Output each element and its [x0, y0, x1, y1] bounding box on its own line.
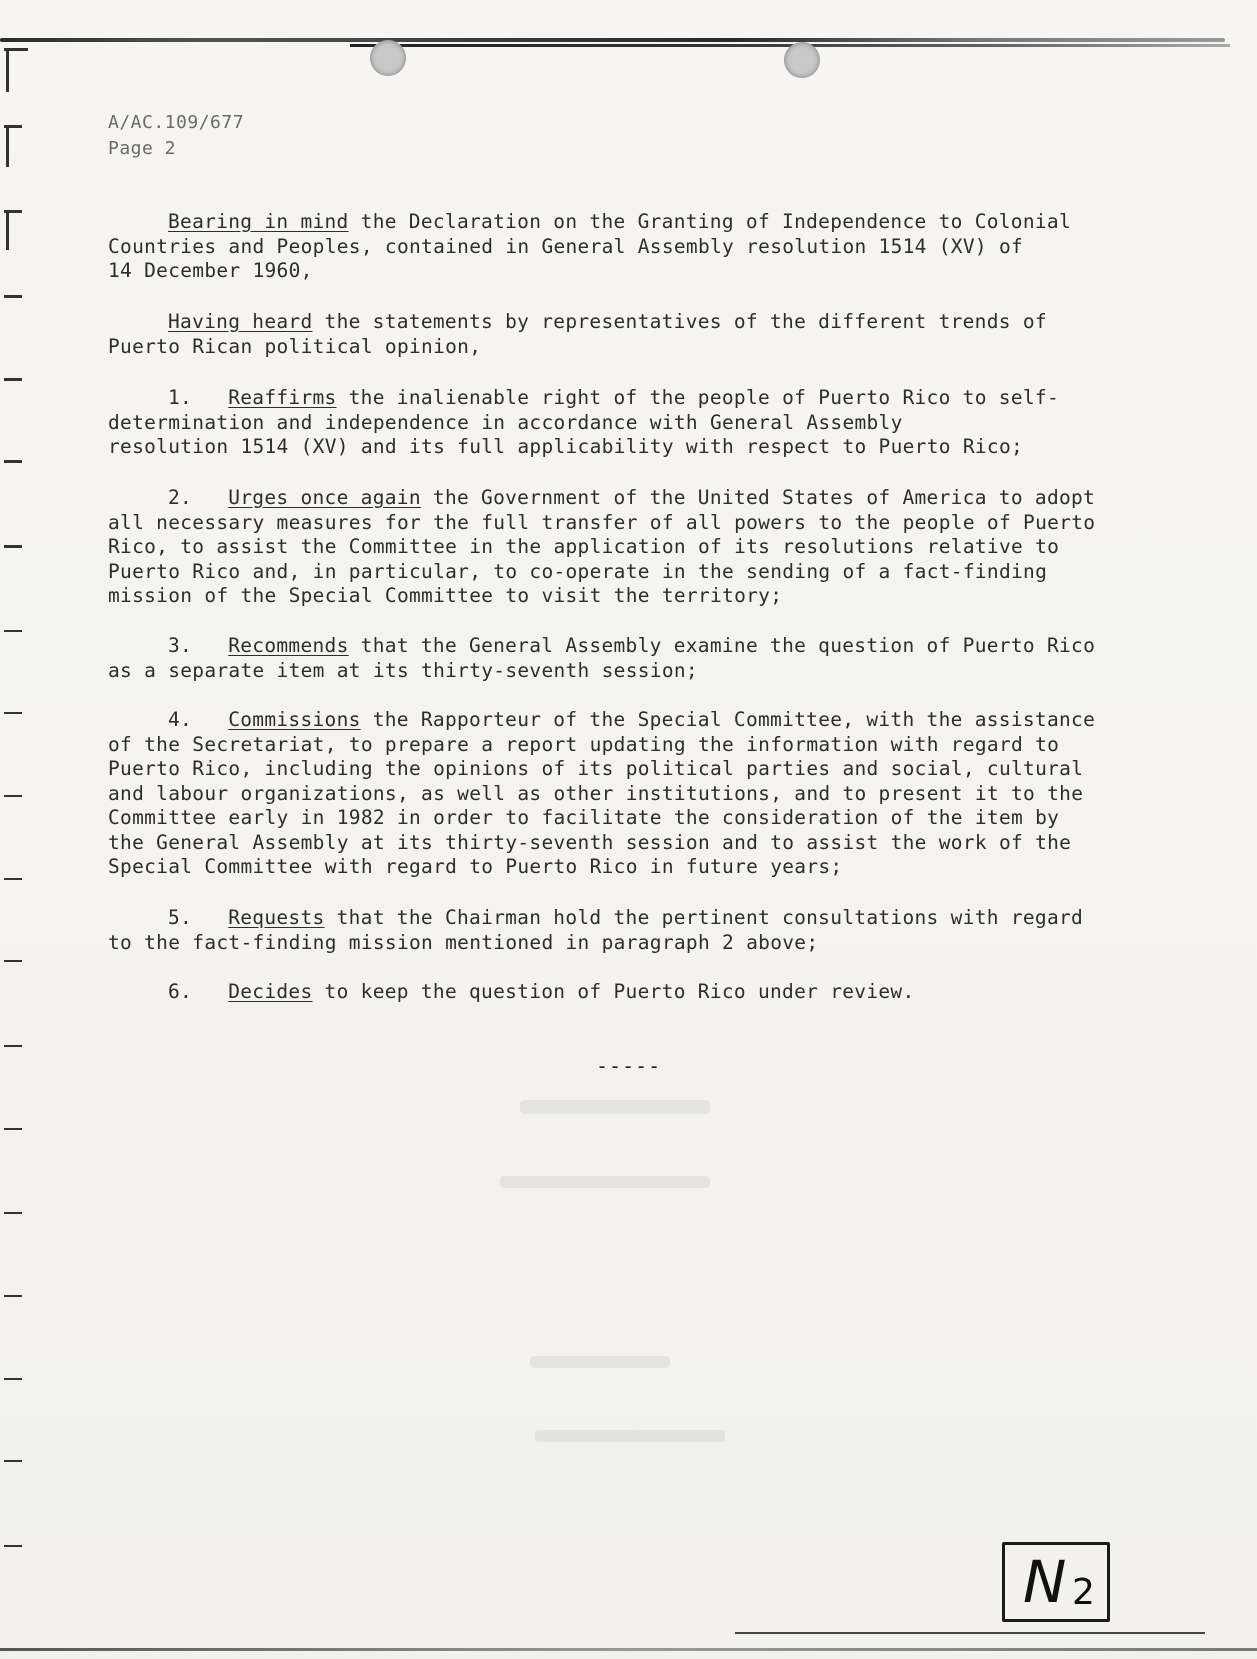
- bleed-through-smudge: [500, 1176, 710, 1188]
- paragraph-lead-phrase: Requests: [228, 906, 325, 929]
- paragraph-line: Having heard the statements by representatives of the different trends of: [168, 310, 1047, 333]
- paragraph-3-recommends: [108, 634, 1148, 683]
- paragraph-2-urges: [108, 486, 1148, 609]
- paragraph-6-decides: [108, 980, 1148, 1005]
- paragraph-line: to the fact-finding mission mentioned in paragraph 2 above;: [108, 930, 819, 954]
- page-number: Page 2: [108, 138, 177, 159]
- paragraph-number: 2.: [168, 486, 193, 509]
- bottom-scan-rule-secondary: [735, 1632, 1205, 1634]
- paragraph-number: 1.: [168, 386, 193, 409]
- paragraph-line: 3. Recommends that the General Assembly examine the question of Puerto Rico: [168, 634, 1096, 657]
- paragraph-line: Puerto Rican political opinion,: [108, 334, 482, 358]
- stamp-letter: N: [1023, 1548, 1067, 1616]
- paragraph-line: the General Assembly at its thirty-seventh session and to assist the work of the: [108, 830, 1072, 854]
- paragraph-line: Countries and Peoples, contained in General Assembly resolution 1514 (XV) of: [108, 234, 1024, 258]
- paragraph-line: Puerto Rico and, in particular, to co-operate in the sending of a fact-finding: [108, 559, 1048, 583]
- paragraph-bearing-in-mind: [108, 210, 1148, 284]
- left-scan-edge: [6, 48, 9, 92]
- paragraph-number: 6.: [168, 980, 193, 1003]
- paragraph-number: 3.: [168, 634, 193, 657]
- paragraph-line: Puerto Rico, including the opinions of its political parties and social, cultural: [108, 757, 1084, 780]
- paragraph-lead-phrase: Decides: [228, 980, 313, 1003]
- end-separator: -----: [596, 1054, 662, 1078]
- paragraph-having-heard: [108, 310, 1148, 359]
- stamp-digit: 2: [1072, 1572, 1095, 1613]
- bottom-scan-rule: [0, 1648, 1257, 1651]
- paragraph-line: 14 December 1960,: [108, 259, 313, 282]
- paragraph-line: resolution 1514 (XV) and its full applicability with respect to Puerto Rico;: [108, 435, 1024, 458]
- paragraph-lead-phrase: Recommends: [228, 634, 349, 657]
- paragraph-line: 5. Requests that the Chairman hold the pertinent consultations with regard: [168, 906, 1084, 929]
- bleed-through-smudge: [535, 1430, 725, 1442]
- paragraph-line: of the Secretariat, to prepare a report updating the information with regard to: [108, 732, 1060, 756]
- paragraph-4-commissions: [108, 708, 1148, 880]
- paragraph-number: 5.: [168, 906, 193, 929]
- paragraph-line: all necessary measures for the full transfer of all powers to the people of Puerto: [108, 510, 1096, 534]
- paragraph-5-requests: [108, 906, 1148, 955]
- paragraph-line: Bearing in mind the Declaration on the Granting of Independence to Colonial: [168, 210, 1072, 233]
- left-scan-edge: [6, 125, 9, 167]
- paragraph-1-reaffirms: [108, 386, 1148, 460]
- paragraph-line: 4. Commissions the Rapporteur of the Special Committee, with the assistance: [168, 708, 1096, 731]
- paragraph-number: 4.: [168, 708, 193, 731]
- paragraph-lead-phrase: Having heard: [168, 310, 313, 333]
- paragraph-line: 6. Decides to keep the question of Puerto Rico under review.: [168, 980, 915, 1003]
- paragraph-line: mission of the Special Committee to visit the territory;: [108, 584, 783, 607]
- paragraph-lead-phrase: Bearing in mind: [168, 210, 349, 233]
- paragraph-line: Rico, to assist the Committee in the application of its resolutions relative to: [108, 535, 1060, 558]
- bleed-through-smudge: [520, 1100, 710, 1114]
- handwritten-stamp: [1002, 1542, 1110, 1622]
- paragraph-line: Committee early in 1982 in order to facilitate the consideration of the item by: [108, 806, 1060, 829]
- paragraph-line: as a separate item at its thirty-seventh session;: [108, 658, 698, 682]
- paragraph-line: determination and independence in accordance with General Assembly: [108, 410, 903, 434]
- paragraph-line: and labour organizations, as well as other institutions, and to present it to the: [108, 781, 1084, 805]
- paragraph-lead-phrase: Urges once again: [228, 486, 421, 509]
- paragraph-lead-phrase: Reaffirms: [228, 386, 337, 409]
- punch-hole-right: [784, 42, 820, 78]
- paragraph-line: 1. Reaffirms the inalienable right of the people of Puerto Rico to self-: [168, 386, 1059, 409]
- document-header: [108, 110, 244, 162]
- document-symbol: A/AC.109/677: [108, 112, 245, 133]
- bleed-through-smudge: [530, 1356, 670, 1368]
- paragraph-lead-phrase: Commissions: [228, 708, 361, 731]
- paragraph-line: 2. Urges once again the Government of the United States of America to adopt: [168, 486, 1096, 509]
- paragraph-line: Special Committee with regard to Puerto Rico in future years;: [108, 855, 843, 878]
- left-scan-edge: [6, 210, 9, 250]
- punch-hole-left: [370, 40, 406, 76]
- top-scan-rule: [0, 38, 1225, 42]
